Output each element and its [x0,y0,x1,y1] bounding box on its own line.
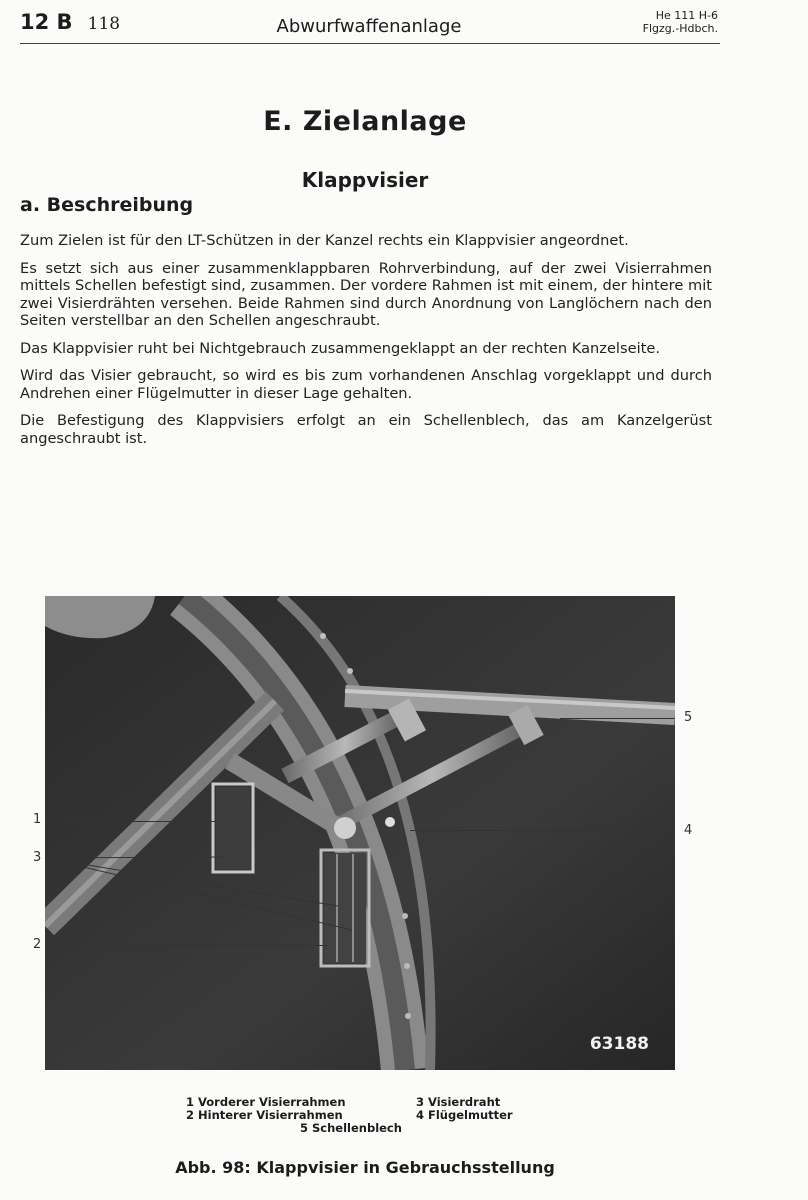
paragraph: Das Klappvisier ruht bei Nichtgebrauch zusammengeklappt an der rechten Kanzelseite. [20,339,660,357]
photo-illustration [45,596,675,1070]
legend-item: 1 Vorderer Visierrahmen [186,1095,346,1109]
photo-klappvisier [45,596,675,1070]
chapter-title: E. Zielanlage [263,106,467,137]
paragraph: Wird das Visier gebraucht, so wird es bis zum vorhandenen Anschlag vorgeklappt und durch Andrehen einer Flügelmutter in dieser Lage gehalten. [20,367,712,402]
page-header-right [643,9,718,35]
section-number: 12 B [20,10,73,34]
paragraph: Zum Zielen ist für den LT-Schützen in der Kanzel rechts ein Klappvisier angeordnet. [20,232,629,249]
page-number: 118 [87,14,121,34]
section-heading: a. Beschreibung [20,194,194,216]
legend-item: 3 Visierdraht [416,1095,501,1109]
callout-label-3: 3 [33,850,42,865]
manual-name: Flgzg.-Hdbch. [642,22,718,35]
callout-line-1 [45,821,215,822]
subtitle: Klappvisier [301,168,429,192]
aircraft-type: He 111 H-6 [655,9,718,22]
callout-label-5: 5 [684,710,693,725]
legend-bottom [300,1122,402,1135]
callout-label-1: 1 [33,812,42,827]
callout-line-2 [45,945,327,946]
figure-caption: Abb. 98: Klappvisier in Gebrauchsstellung [175,1158,555,1177]
legend-item: 2 Hinterer Visierrahmen [186,1107,343,1122]
legend-right [416,1096,513,1121]
figure-number: 63188 [589,1034,649,1054]
header-rule [20,43,720,44]
running-title: Abwurfwaffenanlage [276,16,462,37]
paragraph: Die Befestigung des Klappvisiers erfolgt an ein Schellenblech, das am Kanzelgerüst angeschraubt ist. [20,412,712,447]
legend-item: 5 Schellenblech [300,1121,402,1135]
callout-label-4: 4 [684,823,693,838]
callout-line-5 [560,718,675,719]
body-text [20,232,712,457]
legend-item: 4 Flügelmutter [416,1107,513,1122]
paragraph: Es setzt sich aus einer zusammenklappbaren Rohrverbindung, auf der zwei Visierrahmen mittels Schellen befestigt sind, zusammen. Der vordere Rahmen ist mit einem, der hintere mit zwei Visierdrähten versehen. Beide Rahmen sind durch Anordnung von Langlöchern nach den Seiten verstellbar an den Schellen angeschraubt. [20,259,712,329]
callout-label-2: 2 [33,937,42,952]
legend-left [186,1096,346,1121]
callout-line-4 [410,830,675,831]
